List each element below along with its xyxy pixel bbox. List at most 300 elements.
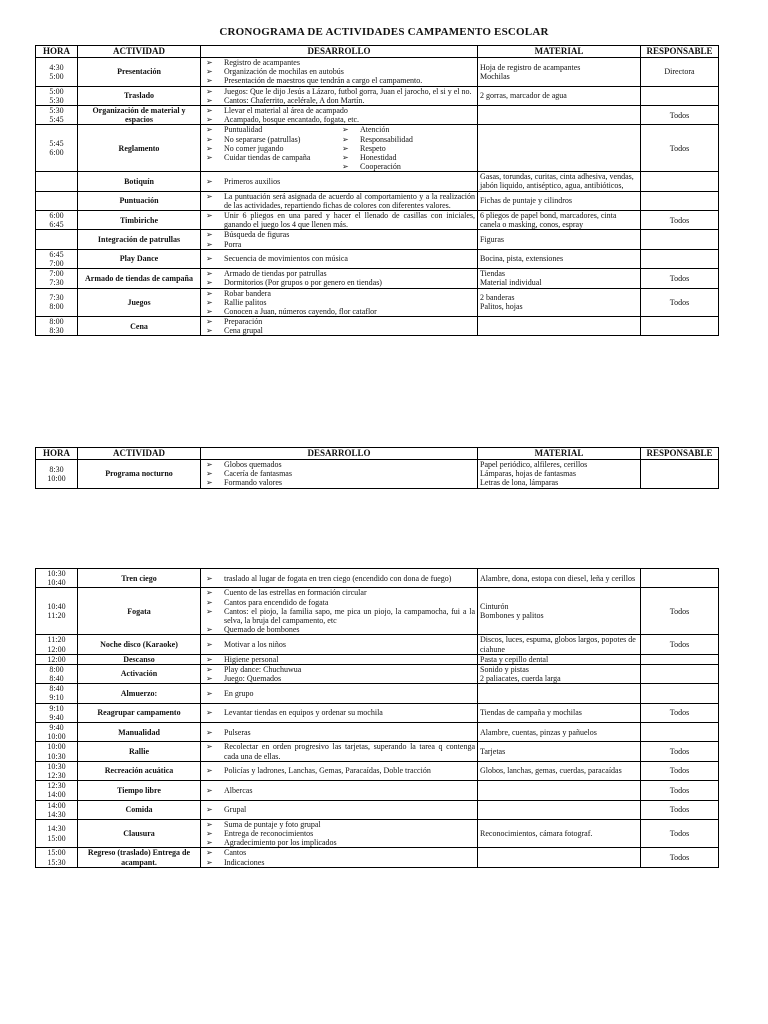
value-item: ➢ Respeto <box>339 144 475 153</box>
activity-cell: Noche disco (Karaoke) <box>78 635 201 654</box>
activity-cell: Tiempo libre <box>78 781 201 800</box>
time-cell <box>36 460 78 489</box>
activity-step: ➢ Robar bandera <box>203 289 475 298</box>
description-cell <box>201 723 478 742</box>
time-cell <box>36 317 78 336</box>
activity-step: ➢ Quemado de bombones <box>203 625 475 634</box>
bullet-list <box>203 708 475 717</box>
activity-cell: Manualidad <box>78 723 201 742</box>
responsible-cell <box>641 125 719 172</box>
responsible-text: Todos <box>669 746 690 756</box>
time-text: 7:00 <box>49 258 64 268</box>
description-cell <box>201 317 478 336</box>
time-text: 10:40 <box>47 602 66 612</box>
description-cell <box>201 211 478 230</box>
time-text: 9:40 <box>49 712 64 722</box>
material-text: Figuras <box>480 234 504 244</box>
material-text: Lámparas, hojas de fantasmas <box>480 469 576 479</box>
description-cell <box>201 569 478 588</box>
activity-step: ➢ Llevar el material al área de acampado <box>203 106 475 115</box>
material-cell <box>478 191 641 210</box>
activity-cell: Almuerzo: <box>78 684 201 703</box>
time-cell <box>36 58 78 87</box>
activity-step: ➢ Agradecimiento por los implicados <box>203 838 475 847</box>
activity-step: ➢ Cantos <box>203 848 475 857</box>
description-cell <box>201 460 478 489</box>
activity-step: ➢ Rallie palitos <box>203 298 475 307</box>
responsible-cell <box>641 761 719 780</box>
bullet-list <box>203 192 475 210</box>
bullet-list <box>203 58 475 86</box>
time-cell <box>36 848 78 867</box>
activity-step: ➢ Búsqueda de figuras <box>203 230 475 239</box>
material-cell <box>478 125 641 172</box>
activity-step: ➢ Secuencia de movimientos con música <box>203 254 475 263</box>
responsible-cell <box>641 588 719 635</box>
time-text: 14:00 <box>47 790 66 800</box>
time-text: 7:30 <box>49 293 64 303</box>
material-cell <box>478 269 641 288</box>
activity-cell: Botiquín <box>78 172 201 191</box>
material-text: 6 pliegos de papel bond, marcadores, cinta canela o masking, conos, espray <box>480 211 617 230</box>
activity-step: ➢ Porra <box>203 240 475 249</box>
material-text: Discos, luces, espuma, globos largos, popotes de ciahune <box>480 635 636 654</box>
table-row <box>36 664 719 683</box>
bullet-list <box>203 805 475 814</box>
material-text: Tiendas <box>480 269 506 279</box>
time-cell <box>36 269 78 288</box>
time-cell <box>36 125 78 172</box>
responsible-text: Todos <box>669 805 690 815</box>
table-row <box>36 460 719 489</box>
activity-step: ➢ Cantos: el piojo, la familia sapo, me pica un piojo, la campamocha, fui a la selva, la bruja del campamento, etc <box>203 607 475 625</box>
time-text: 9:10 <box>49 703 64 713</box>
material-cell <box>478 58 641 87</box>
activity-cell: Juegos <box>78 288 201 317</box>
responsible-cell <box>641 86 719 105</box>
activity-step: ➢ Primeros auxilios <box>203 177 475 186</box>
time-text: 6:45 <box>49 249 64 259</box>
time-text: 10:30 <box>47 751 66 761</box>
description-cell <box>201 664 478 683</box>
rule-item: ➢ No separarse (patrullas) <box>203 135 339 144</box>
material-cell <box>478 800 641 819</box>
material-cell <box>478 86 641 105</box>
responsible-cell <box>641 684 719 703</box>
time-text: 10:30 <box>47 761 66 771</box>
header-hora: HORA <box>36 448 78 460</box>
time-cell <box>36 742 78 761</box>
responsible-cell <box>641 800 719 819</box>
header-material: MATERIAL <box>478 46 641 58</box>
activity-step: ➢ Armado de tiendas por patrullas <box>203 269 475 278</box>
time-text: 15:00 <box>47 848 66 858</box>
responsible-text: Todos <box>669 273 690 283</box>
value-item: ➢ Cooperación <box>339 162 475 171</box>
table-row <box>36 819 719 848</box>
table-row <box>36 317 719 336</box>
material-text: Bombones y palitos <box>480 611 544 621</box>
activity-cell: Regreso (traslado) Entrega de acampant. <box>78 848 201 867</box>
time-cell <box>36 86 78 105</box>
activity-step: ➢ Cantos para encendido de fogata <box>203 598 475 607</box>
bullet-list <box>203 574 475 583</box>
activity-cell: Comida <box>78 800 201 819</box>
time-text: 5:00 <box>49 71 64 81</box>
header-hora: HORA <box>36 46 78 58</box>
time-text: 9:10 <box>49 693 64 703</box>
activity-step: ➢ Conocen a Juan, números cayendo, flor cataflor <box>203 307 475 316</box>
responsible-text: Todos <box>669 708 690 718</box>
responsible-text: Todos <box>669 785 690 795</box>
header-row <box>36 46 719 58</box>
time-text: 11:20 <box>47 635 66 645</box>
responsible-cell <box>641 211 719 230</box>
bullet-list <box>203 728 475 737</box>
bullet-list <box>203 848 475 866</box>
table-row <box>36 288 719 317</box>
description-cell <box>201 269 478 288</box>
activity-cell: Organización de material y espacios <box>78 105 201 124</box>
material-text: Hoja de registro de acampantes <box>480 62 581 72</box>
description-cell <box>201 848 478 867</box>
responsible-text: Todos <box>669 606 690 616</box>
time-text: 14:00 <box>47 800 66 810</box>
time-text: 6:00 <box>49 211 64 220</box>
activity-cell: Timbiriche <box>78 211 201 230</box>
schedule-table-2 <box>35 447 719 489</box>
responsible-cell <box>641 269 719 288</box>
description-cell <box>201 191 478 210</box>
material-text: 2 gorras, marcador de agua <box>480 91 567 101</box>
activity-cell: Traslado <box>78 86 201 105</box>
activity-cell: Puntuación <box>78 191 201 210</box>
bullet-list <box>203 460 475 488</box>
time-cell <box>36 723 78 742</box>
activity-step: ➢ Acampado, bosque encantado, fogata, etc. <box>203 115 475 124</box>
table-row <box>36 58 719 87</box>
material-text: Gasas, torundas, curitas, cinta adhesiva, vendas, jabón liquido, antiséptico, agua, antibióticos, <box>480 172 634 191</box>
time-text: 8:30 <box>49 326 64 336</box>
time-text: 5:30 <box>49 95 64 105</box>
activity-cell: Descanso <box>78 654 201 664</box>
responsible-cell <box>641 569 719 588</box>
activity-cell: Tren ciego <box>78 569 201 588</box>
time-cell <box>36 172 78 191</box>
activity-step: ➢ Play dance: Chuchuwua <box>203 665 475 674</box>
activity-cell: Fogata <box>78 588 201 635</box>
activity-step: ➢ Policías y ladrones, Lanchas, Gemas, Paracaídas, Doble tracción <box>203 766 475 775</box>
table-row <box>36 105 719 124</box>
activity-step: ➢ traslado al lugar de fogata en tren ciego (encendido con dona de fuego) <box>203 574 475 583</box>
material-text: Tarjetas <box>480 746 506 756</box>
activity-step: ➢ Dormitorios (Por grupos o por genero en tiendas) <box>203 278 475 287</box>
activity-step: ➢ En grupo <box>203 689 475 698</box>
description-cell <box>201 654 478 664</box>
table-row <box>36 172 719 191</box>
time-cell <box>36 249 78 268</box>
material-text: 2 banderas <box>480 293 515 303</box>
rule-item: ➢ Puntualidad <box>203 125 339 134</box>
material-cell <box>478 317 641 336</box>
material-text: Cinturón <box>480 602 509 612</box>
table-row <box>36 848 719 867</box>
rule-item: ➢ Cuidar tiendas de campaña <box>203 153 339 162</box>
activity-step: ➢ Levantar tiendas en equipos y ordenar su mochila <box>203 708 475 717</box>
responsible-cell <box>641 191 719 210</box>
description-cell <box>201 819 478 848</box>
activity-step: ➢ La puntuación será asignada de acuerdo al comportamiento y a la realización de las actividades, repartiendo fichas de colores con diferentes valores. <box>203 192 475 210</box>
table-row <box>36 125 719 172</box>
bullet-list <box>203 211 475 229</box>
material-cell <box>478 761 641 780</box>
responsible-cell <box>641 249 719 268</box>
responsible-cell <box>641 742 719 761</box>
activity-step: ➢ Cuento de las estrellas en formación circular <box>203 588 475 597</box>
table-row <box>36 703 719 722</box>
material-text: Fichas de puntaje y cilindros <box>480 196 572 206</box>
responsible-text: Todos <box>669 297 690 307</box>
value-item: ➢ Atención <box>339 125 475 134</box>
time-text: 4:30 <box>49 62 64 72</box>
activity-step: ➢ Cacería de fantasmas <box>203 469 475 478</box>
time-cell <box>36 781 78 800</box>
bullet-list <box>203 689 475 698</box>
description-cell <box>201 588 478 635</box>
time-text: 10:00 <box>47 732 66 742</box>
description-cell <box>201 288 478 317</box>
responsible-text: Todos <box>669 215 690 225</box>
time-text: 8:00 <box>49 317 64 327</box>
header-desarrollo: DESARROLLO <box>201 448 478 460</box>
bullet-list <box>203 125 339 171</box>
responsible-cell <box>641 848 719 867</box>
material-cell <box>478 723 641 742</box>
time-cell <box>36 654 78 664</box>
bullet-list <box>203 820 475 848</box>
schedule-table-1 <box>35 45 719 336</box>
description-cell <box>201 105 478 124</box>
activity-step: ➢ Indicaciones <box>203 858 475 867</box>
responsible-cell <box>641 781 719 800</box>
time-cell <box>36 664 78 683</box>
schedule-table-3 <box>35 568 719 868</box>
material-text: Papel periódico, alfileres, cerillos <box>480 460 588 469</box>
activity-step: ➢ Motivar a los niños <box>203 640 475 649</box>
responsible-cell <box>641 460 719 489</box>
description-cell <box>201 703 478 722</box>
activity-step: ➢ Juego: Quemados <box>203 674 475 683</box>
material-text: 2 paliacates, cuerda larga <box>480 674 561 684</box>
material-cell <box>478 105 641 124</box>
page-title: CRONOGRAMA DE ACTIVIDADES CAMPAMENTO ESCOLAR <box>219 26 549 38</box>
time-text: 12:00 <box>47 644 66 654</box>
responsible-text: Todos <box>669 829 690 839</box>
responsible-cell <box>641 230 719 249</box>
responsible-text: Todos <box>669 853 690 863</box>
bullet-list <box>203 786 475 795</box>
material-text: Alambre, cuentas, pinzas y pañuelos <box>480 727 597 737</box>
responsible-cell <box>641 288 719 317</box>
value-item: ➢ Honestidad <box>339 153 475 162</box>
table-row <box>36 569 719 588</box>
activity-step: ➢ Grupal <box>203 805 475 814</box>
responsible-cell <box>641 664 719 683</box>
table-row <box>36 742 719 761</box>
material-cell <box>478 848 641 867</box>
description-cell <box>201 761 478 780</box>
activity-cell: Reglamento <box>78 125 201 172</box>
material-text: Reconocimientos, cámara fotograf. <box>480 829 593 839</box>
activity-step: ➢ Presentación de maestros que tendrán a cargo el campamento. <box>203 76 475 85</box>
time-text: 5:00 <box>49 86 64 96</box>
material-cell <box>478 288 641 317</box>
time-text: 8:30 <box>49 464 64 474</box>
material-cell <box>478 249 641 268</box>
material-cell <box>478 230 641 249</box>
time-text: 12:30 <box>47 770 66 780</box>
bullet-list <box>203 766 475 775</box>
table-row <box>36 191 719 210</box>
bullet-list <box>203 269 475 287</box>
material-cell <box>478 460 641 489</box>
activity-cell: Clausura <box>78 819 201 848</box>
material-text: Globos, lanchas, gemas, cuerdas, paracaídas <box>480 766 622 776</box>
responsible-cell <box>641 635 719 654</box>
activity-step: ➢ Higiene personal <box>203 655 475 664</box>
material-cell <box>478 211 641 230</box>
material-cell <box>478 684 641 703</box>
bullet-list <box>203 655 475 664</box>
bullet-list <box>203 87 475 105</box>
time-text: 14:30 <box>47 809 66 819</box>
activity-cell: Play Dance <box>78 249 201 268</box>
time-text: 8:40 <box>49 674 64 684</box>
activity-step: ➢ Unir 6 pliegos en una pared y hacer el llenado de casillas con iniciales, ganando el juego los 4 que llenen más. <box>203 211 475 229</box>
header-desarrollo: DESARROLLO <box>201 46 478 58</box>
time-text: 9:40 <box>49 723 64 732</box>
material-cell <box>478 742 641 761</box>
header-material: MATERIAL <box>478 448 641 460</box>
activity-step: ➢ Entrega de reconocimientos <box>203 829 475 838</box>
table-row <box>36 723 719 742</box>
activity-cell: Recreación acuática <box>78 761 201 780</box>
description-cell <box>201 781 478 800</box>
activity-cell: Cena <box>78 317 201 336</box>
time-cell <box>36 288 78 317</box>
time-cell <box>36 191 78 210</box>
time-cell <box>36 819 78 848</box>
activity-cell: Programa nocturno <box>78 460 201 489</box>
bullet-list <box>203 289 475 317</box>
responsible-cell <box>641 723 719 742</box>
time-cell <box>36 230 78 249</box>
bullet-list <box>203 640 475 649</box>
time-cell <box>36 800 78 819</box>
time-cell <box>36 211 78 230</box>
bullet-list <box>203 317 475 335</box>
time-cell <box>36 684 78 703</box>
activity-step: ➢ Organización de mochilas en autobús <box>203 67 475 76</box>
time-text: 6:00 <box>49 148 64 158</box>
time-text: 12:00 <box>47 654 66 664</box>
description-cell <box>201 800 478 819</box>
table-row <box>36 269 719 288</box>
activity-step: ➢ Juegos: Que le dijo Jesús a Lázaro, futbol gorra, Juan el jarocho, el si y el no. <box>203 87 475 96</box>
responsible-cell <box>641 58 719 87</box>
time-cell <box>36 761 78 780</box>
activity-step: ➢ Globos quemados <box>203 460 475 469</box>
time-text: 5:30 <box>49 105 64 115</box>
responsible-text: Todos <box>669 143 690 153</box>
description-cell <box>201 172 478 191</box>
bullet-list <box>339 125 475 171</box>
activity-step: ➢ Recolectar en orden progresivo las tarjetas, superando la tarea q contenga cada una de ellas. <box>203 742 475 760</box>
time-text: 10:40 <box>47 578 66 588</box>
material-text: Sonido y pistas <box>480 664 529 674</box>
activity-cell: Activación <box>78 664 201 683</box>
description-cell <box>201 125 478 172</box>
responsible-cell <box>641 172 719 191</box>
value-item: ➢ Responsabilidad <box>339 135 475 144</box>
material-text: Mochilas <box>480 71 510 81</box>
table-row <box>36 211 719 230</box>
header-responsable: RESPONSABLE <box>641 46 719 58</box>
rules-columns <box>203 125 475 171</box>
responsible-text: Todos <box>669 766 690 776</box>
table-row <box>36 86 719 105</box>
description-cell <box>201 86 478 105</box>
material-cell <box>478 635 641 654</box>
rule-item: ➢ No comer jugando <box>203 144 339 153</box>
activity-step: ➢ Suma de puntaje y foto grupal <box>203 820 475 829</box>
time-text: 6:45 <box>49 220 64 230</box>
material-cell <box>478 781 641 800</box>
table-row <box>36 800 719 819</box>
responsible-cell <box>641 317 719 336</box>
description-cell <box>201 249 478 268</box>
activity-cell: Presentación <box>78 58 201 87</box>
material-text: Tiendas de campaña y mochilas <box>480 708 582 718</box>
time-text: 12:30 <box>47 781 66 791</box>
activity-cell: Armado de tiendas de campaña <box>78 269 201 288</box>
table-row <box>36 654 719 664</box>
activity-step: ➢ Pulseras <box>203 728 475 737</box>
time-text: 5:45 <box>49 115 64 125</box>
material-text: Palitos, hojas <box>480 302 523 312</box>
activity-step: ➢ Formando valores <box>203 478 475 487</box>
activity-cell: Integración de patrullas <box>78 230 201 249</box>
time-cell <box>36 703 78 722</box>
bullet-list <box>203 230 475 248</box>
material-text: Pasta y cepillo dental <box>480 654 549 664</box>
time-cell <box>36 635 78 654</box>
time-text: 8:40 <box>49 684 64 694</box>
description-cell <box>201 742 478 761</box>
bullet-list <box>203 254 475 263</box>
time-text: 11:20 <box>47 611 66 621</box>
time-text: 15:00 <box>47 833 66 843</box>
description-cell <box>201 58 478 87</box>
material-cell <box>478 172 641 191</box>
responsible-cell <box>641 654 719 664</box>
time-cell <box>36 588 78 635</box>
activity-cell: Reagrupar campamento <box>78 703 201 722</box>
material-cell <box>478 569 641 588</box>
material-cell <box>478 654 641 664</box>
time-text: 10:00 <box>47 473 66 483</box>
time-cell <box>36 569 78 588</box>
